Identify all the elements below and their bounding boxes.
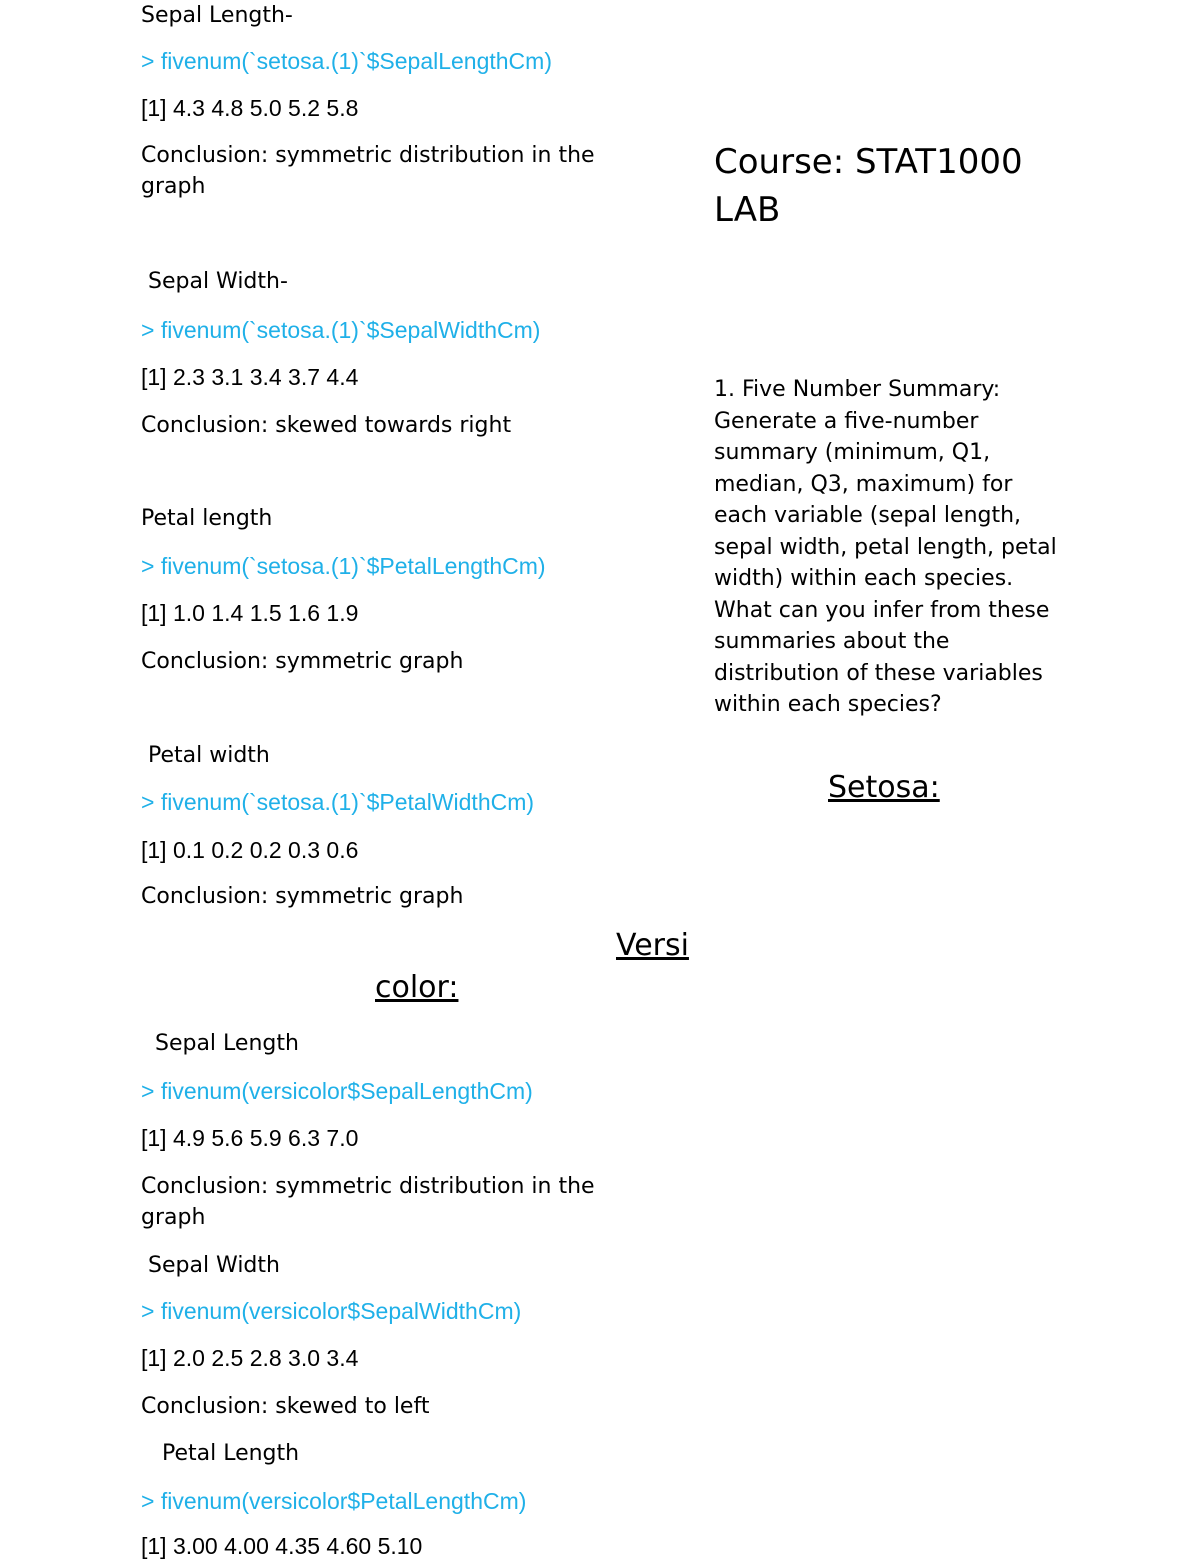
setosa-petal-width-output: [1] 0.1 0.2 0.2 0.3 0.6 bbox=[141, 837, 359, 863]
setosa-petal-length-command: > fivenum(`setosa.(1)`$PetalLengthCm) bbox=[141, 553, 546, 579]
versicolor-sepal-length-conclusion: Conclusion: symmetric distribution in the graph bbox=[141, 1174, 595, 1230]
setosa-sepal-length-output: [1] 4.3 4.8 5.0 5.2 5.8 bbox=[141, 95, 359, 121]
setosa-petal-width-command: > fivenum(`setosa.(1)`$PetalWidthCm) bbox=[141, 789, 535, 815]
course-title: Course: STAT1000 LAB bbox=[714, 142, 1023, 230]
setosa-sepal-width-conclusion: Conclusion: skewed towards right bbox=[141, 413, 512, 438]
versicolor-petal-length-output: [1] 3.00 4.00 4.35 4.60 5.10 bbox=[141, 1533, 423, 1559]
setosa-sepal-length-command: > fivenum(`setosa.(1)`$SepalLengthCm) bbox=[141, 48, 552, 74]
setosa-heading: Setosa: bbox=[828, 770, 940, 805]
versicolor-sepal-width-label: Sepal Width bbox=[141, 1253, 280, 1278]
versicolor-sepal-width-output: [1] 2.0 2.5 2.8 3.0 3.4 bbox=[141, 1345, 359, 1371]
versicolor-sepal-length-command: > fivenum(versicolor$SepalLengthCm) bbox=[141, 1078, 533, 1104]
versicolor-heading-part2: color: bbox=[375, 970, 459, 1005]
setosa-sepal-length-conclusion: Conclusion: symmetric distribution in the graph bbox=[141, 143, 595, 199]
setosa-petal-width-label: Petal width bbox=[141, 743, 270, 768]
setosa-sepal-width-label: Sepal Width- bbox=[141, 269, 288, 294]
versicolor-sepal-length-label: Sepal Length bbox=[141, 1031, 299, 1056]
setosa-petal-length-conclusion: Conclusion: symmetric graph bbox=[141, 649, 464, 674]
versicolor-sepal-width-command: > fivenum(versicolor$SepalWidthCm) bbox=[141, 1298, 522, 1324]
versicolor-petal-length-command: > fivenum(versicolor$PetalLengthCm) bbox=[141, 1488, 527, 1514]
versicolor-heading-part1: Versi bbox=[616, 928, 689, 963]
setosa-petal-length-output: [1] 1.0 1.4 1.5 1.6 1.9 bbox=[141, 600, 359, 626]
versicolor-petal-length-label: Petal Length bbox=[141, 1441, 300, 1466]
versicolor-sepal-length-output: [1] 4.9 5.6 5.9 6.3 7.0 bbox=[141, 1125, 359, 1151]
setosa-petal-width-conclusion: Conclusion: symmetric graph bbox=[141, 884, 464, 909]
setosa-petal-length-label: Petal length bbox=[141, 506, 273, 531]
setosa-sepal-length-label: Sepal Length- bbox=[141, 3, 293, 28]
question-text: 1. Five Number Summary: Generate a five-number summary (minimum, Q1, median, Q3, maximum) for each variable (sepal length, sepal width, petal length, petal width) within each species. What can you infer from these summaries about the distribution of these variables within each species? bbox=[714, 377, 1057, 717]
setosa-sepal-width-output: [1] 2.3 3.1 3.4 3.7 4.4 bbox=[141, 364, 359, 390]
versicolor-sepal-width-conclusion: Conclusion: skewed to left bbox=[141, 1394, 430, 1419]
setosa-sepal-width-command: > fivenum(`setosa.(1)`$SepalWidthCm) bbox=[141, 317, 541, 343]
